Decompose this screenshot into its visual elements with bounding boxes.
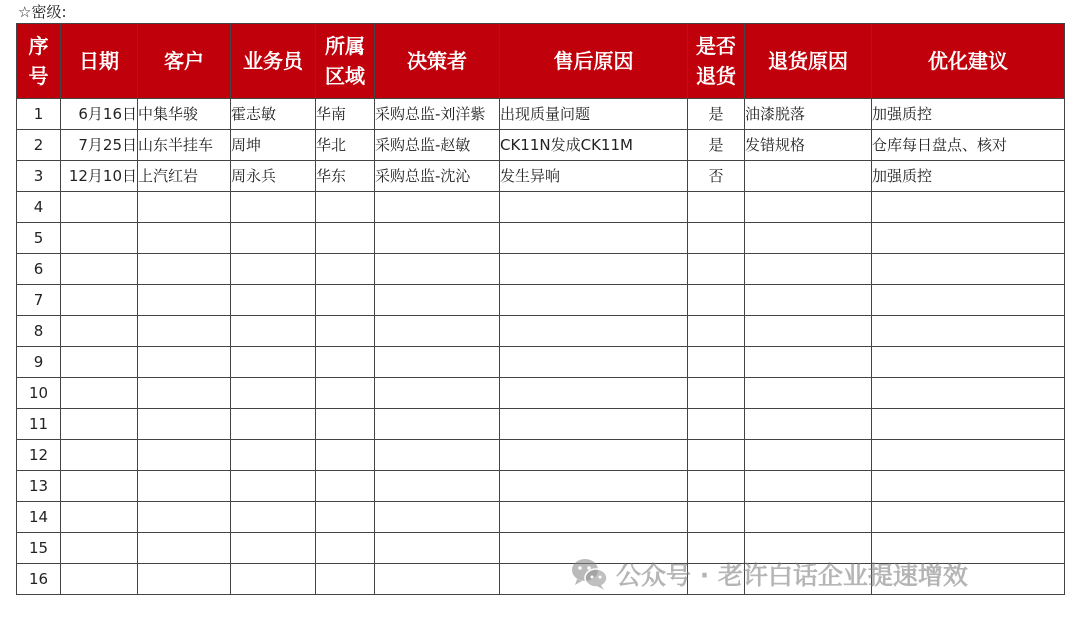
cell-customer[interactable] bbox=[138, 254, 231, 285]
cell-reason[interactable] bbox=[500, 192, 688, 223]
cell-region[interactable] bbox=[316, 409, 375, 440]
cell-salesman[interactable] bbox=[231, 409, 316, 440]
cell-reason[interactable] bbox=[500, 440, 688, 471]
cell-returned[interactable] bbox=[688, 285, 745, 316]
cell-customer[interactable] bbox=[138, 471, 231, 502]
table-row bbox=[17, 223, 1065, 254]
cell-returned[interactable] bbox=[688, 223, 745, 254]
cell-region[interactable] bbox=[316, 347, 375, 378]
cell-region[interactable] bbox=[316, 285, 375, 316]
cell-region[interactable] bbox=[316, 254, 375, 285]
cell-salesman[interactable] bbox=[231, 564, 316, 595]
cell-decider[interactable]: 采购总监-沈沁 bbox=[375, 161, 500, 192]
cell-reason[interactable]: 发生异响 bbox=[500, 161, 688, 192]
cell-decider[interactable] bbox=[375, 409, 500, 440]
cell-salesman[interactable] bbox=[231, 378, 316, 409]
cell-decider[interactable] bbox=[375, 285, 500, 316]
cell-suggestion[interactable] bbox=[872, 378, 1065, 409]
header-seq-line2: 号 bbox=[28, 64, 49, 88]
cell-return-reason[interactable] bbox=[745, 223, 872, 254]
cell-seq[interactable]: 3 bbox=[17, 161, 61, 192]
cell-returned[interactable] bbox=[688, 471, 745, 502]
cell-decider[interactable] bbox=[375, 347, 500, 378]
header-seq bbox=[17, 24, 61, 99]
cell-salesman[interactable] bbox=[231, 316, 316, 347]
cell-salesman[interactable]: 霍志敏 bbox=[231, 99, 316, 130]
cell-reason[interactable] bbox=[500, 533, 688, 564]
table-row bbox=[17, 471, 1065, 502]
cell-reason[interactable] bbox=[500, 254, 688, 285]
watermark-text: 公众号 · 老许白话企业提速增效 bbox=[616, 561, 968, 590]
cell-customer[interactable] bbox=[138, 564, 231, 595]
cell-returned[interactable] bbox=[688, 502, 745, 533]
cell-decider[interactable] bbox=[375, 192, 500, 223]
cell-reason[interactable] bbox=[500, 223, 688, 254]
cell-region[interactable] bbox=[316, 440, 375, 471]
table-row bbox=[17, 192, 1065, 223]
header-region-line2: 区域 bbox=[325, 64, 365, 88]
header-region bbox=[316, 24, 375, 99]
cell-region[interactable]: 华东 bbox=[316, 161, 375, 192]
cell-region[interactable] bbox=[316, 533, 375, 564]
table-row bbox=[17, 440, 1065, 471]
cell-customer[interactable] bbox=[138, 409, 231, 440]
cell-customer[interactable] bbox=[138, 440, 231, 471]
cell-seq[interactable]: 16 bbox=[17, 564, 61, 595]
table-row bbox=[17, 316, 1065, 347]
cell-date[interactable] bbox=[61, 533, 138, 564]
cell-return-reason[interactable] bbox=[745, 161, 872, 192]
cell-returned[interactable]: 否 bbox=[688, 161, 745, 192]
cell-decider[interactable] bbox=[375, 471, 500, 502]
cell-seq[interactable]: 4 bbox=[17, 192, 61, 223]
secret-level-label: ☆密级: bbox=[18, 3, 67, 21]
cell-region[interactable] bbox=[316, 316, 375, 347]
table-row bbox=[17, 378, 1065, 409]
cell-customer[interactable]: 上汽红岩 bbox=[138, 161, 231, 192]
cell-decider[interactable]: 采购总监-赵敏 bbox=[375, 130, 500, 161]
cell-salesman[interactable] bbox=[231, 254, 316, 285]
cell-decider[interactable] bbox=[375, 533, 500, 564]
cell-customer[interactable] bbox=[138, 347, 231, 378]
header-row bbox=[17, 24, 1065, 99]
cell-salesman[interactable] bbox=[231, 347, 316, 378]
cell-reason[interactable] bbox=[500, 378, 688, 409]
cell-returned[interactable] bbox=[688, 378, 745, 409]
cell-customer[interactable] bbox=[138, 533, 231, 564]
cell-salesman[interactable] bbox=[231, 285, 316, 316]
cell-date[interactable] bbox=[61, 316, 138, 347]
cell-customer[interactable] bbox=[138, 502, 231, 533]
cell-date[interactable] bbox=[61, 378, 138, 409]
cell-reason[interactable] bbox=[500, 502, 688, 533]
cell-seq[interactable]: 9 bbox=[17, 347, 61, 378]
cell-suggestion[interactable]: 仓库每日盘点、核对 bbox=[872, 130, 1065, 161]
cell-suggestion[interactable] bbox=[872, 533, 1065, 564]
cell-return-reason[interactable] bbox=[745, 533, 872, 564]
cell-decider[interactable] bbox=[375, 223, 500, 254]
cell-date[interactable] bbox=[61, 502, 138, 533]
cell-suggestion[interactable]: 加强质控 bbox=[872, 99, 1065, 130]
cell-return-reason[interactable] bbox=[745, 254, 872, 285]
cell-customer[interactable] bbox=[138, 378, 231, 409]
cell-salesman[interactable] bbox=[231, 502, 316, 533]
cell-suggestion[interactable] bbox=[872, 440, 1065, 471]
cell-returned[interactable]: 是 bbox=[688, 99, 745, 130]
cell-decider[interactable] bbox=[375, 564, 500, 595]
cell-suggestion[interactable] bbox=[872, 223, 1065, 254]
cell-returned[interactable]: 是 bbox=[688, 130, 745, 161]
cell-returned[interactable] bbox=[688, 564, 745, 595]
header-returned-line1: 是否 bbox=[696, 34, 736, 58]
cell-date[interactable] bbox=[61, 347, 138, 378]
cell-returned[interactable] bbox=[688, 533, 745, 564]
cell-customer[interactable] bbox=[138, 223, 231, 254]
cell-date[interactable]: 12月10日 bbox=[61, 161, 138, 192]
cell-seq[interactable]: 8 bbox=[17, 316, 61, 347]
cell-customer[interactable]: 山东半挂车 bbox=[138, 130, 231, 161]
table-row bbox=[17, 161, 1065, 192]
cell-suggestion[interactable] bbox=[872, 254, 1065, 285]
cell-reason[interactable] bbox=[500, 285, 688, 316]
header-returned bbox=[688, 24, 745, 99]
cell-decider[interactable] bbox=[375, 440, 500, 471]
cell-date[interactable] bbox=[61, 409, 138, 440]
header-customer: 客户 bbox=[138, 24, 231, 99]
cell-seq[interactable]: 5 bbox=[17, 223, 61, 254]
cell-return-reason[interactable] bbox=[745, 316, 872, 347]
cell-date[interactable] bbox=[61, 440, 138, 471]
cell-suggestion[interactable] bbox=[872, 409, 1065, 440]
cell-salesman[interactable] bbox=[231, 533, 316, 564]
table-row bbox=[17, 285, 1065, 316]
cell-salesman[interactable]: 周永兵 bbox=[231, 161, 316, 192]
cell-reason[interactable] bbox=[500, 471, 688, 502]
header-return-reason: 退货原因 bbox=[745, 24, 872, 99]
cell-seq[interactable]: 11 bbox=[17, 409, 61, 440]
table-row bbox=[17, 564, 1065, 595]
header-decider: 决策者 bbox=[375, 24, 500, 99]
cell-reason[interactable] bbox=[500, 564, 688, 595]
cell-suggestion[interactable] bbox=[872, 316, 1065, 347]
cell-seq[interactable]: 15 bbox=[17, 533, 61, 564]
cell-returned[interactable] bbox=[688, 347, 745, 378]
table-body bbox=[17, 99, 1065, 595]
table-row bbox=[17, 409, 1065, 440]
cell-return-reason[interactable] bbox=[745, 471, 872, 502]
cell-customer[interactable]: 中集华骏 bbox=[138, 99, 231, 130]
cell-suggestion[interactable] bbox=[872, 502, 1065, 533]
cell-decider[interactable] bbox=[375, 316, 500, 347]
header-returned-line2: 退货 bbox=[696, 64, 736, 88]
cell-suggestion[interactable] bbox=[872, 564, 1065, 595]
cell-salesman[interactable]: 周坤 bbox=[231, 130, 316, 161]
table-row bbox=[17, 130, 1065, 161]
cell-customer[interactable] bbox=[138, 192, 231, 223]
cell-decider[interactable] bbox=[375, 502, 500, 533]
cell-decider[interactable]: 采购总监-刘洋紫 bbox=[375, 99, 500, 130]
header-suggestion: 优化建议 bbox=[872, 24, 1065, 99]
cell-seq[interactable]: 13 bbox=[17, 471, 61, 502]
cell-returned[interactable] bbox=[688, 254, 745, 285]
cell-return-reason[interactable] bbox=[745, 409, 872, 440]
cell-seq[interactable]: 1 bbox=[17, 99, 61, 130]
cell-suggestion[interactable]: 加强质控 bbox=[872, 161, 1065, 192]
cell-seq[interactable]: 10 bbox=[17, 378, 61, 409]
cell-suggestion[interactable] bbox=[872, 192, 1065, 223]
cell-seq[interactable]: 7 bbox=[17, 285, 61, 316]
cell-date[interactable]: 6月16日 bbox=[61, 99, 138, 130]
table-row bbox=[17, 533, 1065, 564]
cell-suggestion[interactable] bbox=[872, 471, 1065, 502]
cell-return-reason[interactable] bbox=[745, 192, 872, 223]
cell-region[interactable] bbox=[316, 192, 375, 223]
cell-date[interactable] bbox=[61, 564, 138, 595]
cell-reason[interactable] bbox=[500, 409, 688, 440]
cell-reason[interactable]: CK11N发成CK11M bbox=[500, 130, 688, 161]
cell-return-reason[interactable] bbox=[745, 440, 872, 471]
cell-return-reason[interactable] bbox=[745, 502, 872, 533]
header-seq-line1: 序 bbox=[28, 34, 49, 58]
cell-customer[interactable] bbox=[138, 316, 231, 347]
cell-region[interactable] bbox=[316, 223, 375, 254]
cell-seq[interactable]: 6 bbox=[17, 254, 61, 285]
cell-customer[interactable] bbox=[138, 285, 231, 316]
header-region-line1: 所属 bbox=[325, 34, 365, 58]
cell-region[interactable]: 华南 bbox=[316, 99, 375, 130]
cell-region[interactable]: 华北 bbox=[316, 130, 375, 161]
cell-suggestion[interactable] bbox=[872, 347, 1065, 378]
cell-decider[interactable] bbox=[375, 254, 500, 285]
cell-date[interactable] bbox=[61, 192, 138, 223]
cell-returned[interactable] bbox=[688, 192, 745, 223]
cell-return-reason[interactable] bbox=[745, 564, 872, 595]
cell-return-reason[interactable] bbox=[745, 378, 872, 409]
cell-date[interactable] bbox=[61, 223, 138, 254]
cell-salesman[interactable] bbox=[231, 223, 316, 254]
cell-reason[interactable] bbox=[500, 316, 688, 347]
cell-seq[interactable]: 2 bbox=[17, 130, 61, 161]
cell-return-reason[interactable] bbox=[745, 285, 872, 316]
cell-suggestion[interactable] bbox=[872, 285, 1065, 316]
cell-region[interactable] bbox=[316, 502, 375, 533]
header-salesman: 业务员 bbox=[231, 24, 316, 99]
cell-salesman[interactable] bbox=[231, 471, 316, 502]
cell-returned[interactable] bbox=[688, 316, 745, 347]
table-row bbox=[17, 99, 1065, 130]
cell-date[interactable] bbox=[61, 285, 138, 316]
cell-region[interactable] bbox=[316, 378, 375, 409]
cell-decider[interactable] bbox=[375, 378, 500, 409]
cell-region[interactable] bbox=[316, 471, 375, 502]
cell-seq[interactable]: 14 bbox=[17, 502, 61, 533]
header-reason: 售后原因 bbox=[500, 24, 688, 99]
cell-date[interactable] bbox=[61, 471, 138, 502]
cell-reason[interactable] bbox=[500, 347, 688, 378]
cell-reason[interactable]: 出现质量问题 bbox=[500, 99, 688, 130]
cell-seq[interactable]: 12 bbox=[17, 440, 61, 471]
table-row bbox=[17, 347, 1065, 378]
table-row bbox=[17, 254, 1065, 285]
cell-date[interactable] bbox=[61, 254, 138, 285]
cell-returned[interactable] bbox=[688, 440, 745, 471]
cell-return-reason[interactable]: 发错规格 bbox=[745, 130, 872, 161]
cell-return-reason[interactable]: 油漆脱落 bbox=[745, 99, 872, 130]
header-date: 日期 bbox=[61, 24, 138, 99]
cell-salesman[interactable] bbox=[231, 192, 316, 223]
cell-return-reason[interactable] bbox=[745, 347, 872, 378]
cell-salesman[interactable] bbox=[231, 440, 316, 471]
after-sales-table bbox=[16, 23, 1065, 595]
cell-returned[interactable] bbox=[688, 409, 745, 440]
cell-date[interactable]: 7月25日 bbox=[61, 130, 138, 161]
table-row bbox=[17, 502, 1065, 533]
cell-region[interactable] bbox=[316, 564, 375, 595]
